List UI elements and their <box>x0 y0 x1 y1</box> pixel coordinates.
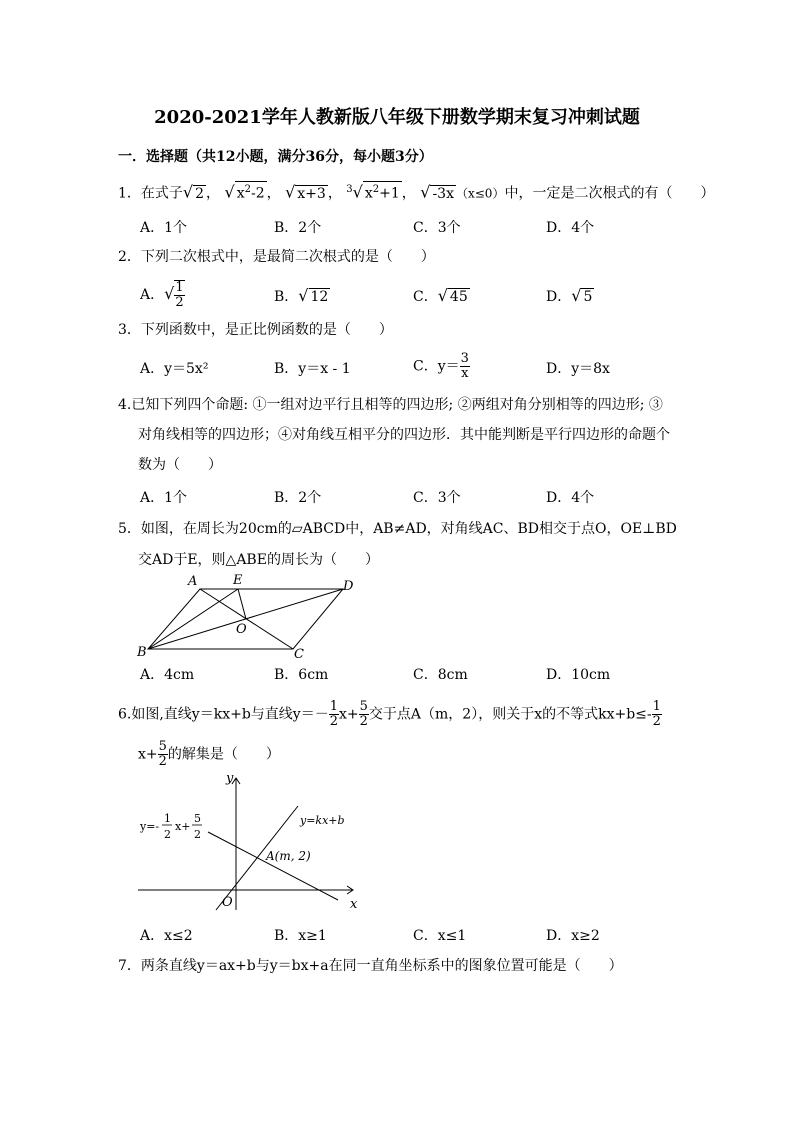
q6-option-c[interactable]: C．x≤1 <box>413 928 467 944</box>
q3-option-b[interactable]: B．y＝x - 1 <box>274 361 351 377</box>
svg-text:2: 2 <box>194 828 201 841</box>
q1-prefix: 1．在式子 <box>118 185 183 202</box>
q1-expr-5: -3x <box>432 185 454 202</box>
q4-option-c[interactable]: C．3个 <box>413 490 461 506</box>
q3-option-a[interactable]: A．y＝5x² <box>140 361 209 377</box>
svg-text:y=-: y=- <box>140 820 160 833</box>
svg-text:x+: x+ <box>175 820 191 833</box>
q2-option-a[interactable]: A．√ $\frac{1}{2}$ <box>140 280 184 310</box>
q1-option-d[interactable]: D．4个 <box>546 220 595 236</box>
q5-option-b[interactable]: B．6cm <box>274 667 329 683</box>
q1-expr-4: $x^2+1$ <box>363 181 402 202</box>
q3-options <box>140 352 700 382</box>
section-heading: 一．选择题（共12小题，满分36分，每小题3分） <box>118 149 433 165</box>
question-7-stem: 7．两条直线y＝ax+b与y＝bx+a在同一直角坐标系中的图象位置可能是（ ） <box>118 958 623 974</box>
question-2-stem: 2．下列二次根式中，是最简二次根式的是（ ） <box>118 249 435 265</box>
q4-options <box>140 487 700 507</box>
q6-options <box>140 925 700 945</box>
function-graph <box>138 772 363 912</box>
q2-option-c[interactable]: C．√ 45 <box>413 286 468 305</box>
svg-text:2: 2 <box>164 828 171 841</box>
question-6-line-2: x+ $\frac{5}{2}$ 的解集是（ ） <box>138 739 280 769</box>
q6-option-d[interactable]: D．x≥2 <box>546 928 600 944</box>
parallelogram-figure <box>130 570 360 660</box>
question-4-line-2: 对角线相等的四边形；④对角线互相平分的四边形．其中能判断是平行四边形的命题个 <box>138 427 670 443</box>
label-b: B <box>137 645 147 660</box>
q5-option-c[interactable]: C．8cm <box>413 667 468 683</box>
question-1: 1．在式子√ 2 ， √ $x^2-2$ ， √ x+3 ， $^3$√ $x^2+1$ ， √ -3x （x≤0）中，一定是二次根式的有（ ） <box>118 182 715 202</box>
label-c: C <box>294 647 304 660</box>
page-title: 2020-2021学年人教新版八年级下册数学期末复习冲刺试题 <box>154 107 640 128</box>
question-5-line-1: 5．如图，在周长为20cm的▱ABCD中，AB≠AD，对角线AC、BD相交于点O，OE⊥BD <box>118 521 677 537</box>
label-a: A <box>188 574 198 589</box>
question-5-line-2: 交AD于E，则△ABE的周长为（ ） <box>138 552 379 568</box>
q4-option-a[interactable]: A．1个 <box>140 490 188 506</box>
label-o: O <box>236 622 247 637</box>
q3-option-c[interactable]: C．y＝ $\frac{3}{x}$ <box>413 351 469 381</box>
q1-option-a[interactable]: A．1个 <box>140 220 188 236</box>
segment-be <box>148 589 238 649</box>
line2-equation-label: y=kx+b <box>300 814 345 827</box>
q1-expr-2: $x^2-2$ <box>235 181 267 202</box>
q1-options <box>140 217 700 237</box>
question-3-stem: 3．下列函数中，是正比例函数的是（ ） <box>118 322 393 338</box>
q6-option-a[interactable]: A．x≤2 <box>140 928 193 944</box>
q1-option-c[interactable]: C．3个 <box>413 220 461 236</box>
q2-option-b[interactable]: B．√ 12 <box>274 286 329 305</box>
q6-option-b[interactable]: B．x≥1 <box>274 928 327 944</box>
q1-option-b[interactable]: B．2个 <box>274 220 322 236</box>
q5-option-d[interactable]: D．10cm <box>546 667 611 683</box>
x-axis-label: x <box>350 897 358 912</box>
q4-option-b[interactable]: B．2个 <box>274 490 322 506</box>
y-axis-label: y <box>226 772 234 786</box>
label-e: E <box>233 573 243 588</box>
q1-suffix: 中，一定是二次根式的有（ ） <box>504 185 715 202</box>
label-d: D <box>343 579 354 594</box>
q2-option-d[interactable]: D．√ 5 <box>546 286 593 305</box>
q4-option-d[interactable]: D．4个 <box>546 490 595 506</box>
question-4-line-1: 4.已知下列四个命题: ①一组对边平行且相等的四边形; ②两组对角分别相等的四边形; ③ <box>118 397 663 413</box>
svg-text:1: 1 <box>164 812 171 825</box>
q1-expr-3: x+3 <box>297 185 326 202</box>
point-a-label: A(m, 2) <box>266 849 311 863</box>
q2-options <box>140 280 700 310</box>
q5-option-a[interactable]: A．4cm <box>140 667 195 683</box>
q1-condition: （x≤0） <box>455 186 505 201</box>
q1-expr-1: 2 <box>195 185 205 202</box>
line1-equation-label <box>139 812 202 841</box>
question-6-line-1: 6.如图,直线y＝kx+b与直线y＝－ $\frac{1}{2}$ x+ $\frac{5}{2}$ 交于点A（m，2），则关于x的不等式kx+b≤- $\frac{1}{2}$ <box>118 699 661 729</box>
svg-text:5: 5 <box>194 812 201 825</box>
q5-options <box>140 664 700 684</box>
question-4-line-3: 数为（ ） <box>138 457 222 473</box>
q3-option-d[interactable]: D．y＝8x <box>546 361 610 377</box>
origin-label: O <box>222 895 233 910</box>
